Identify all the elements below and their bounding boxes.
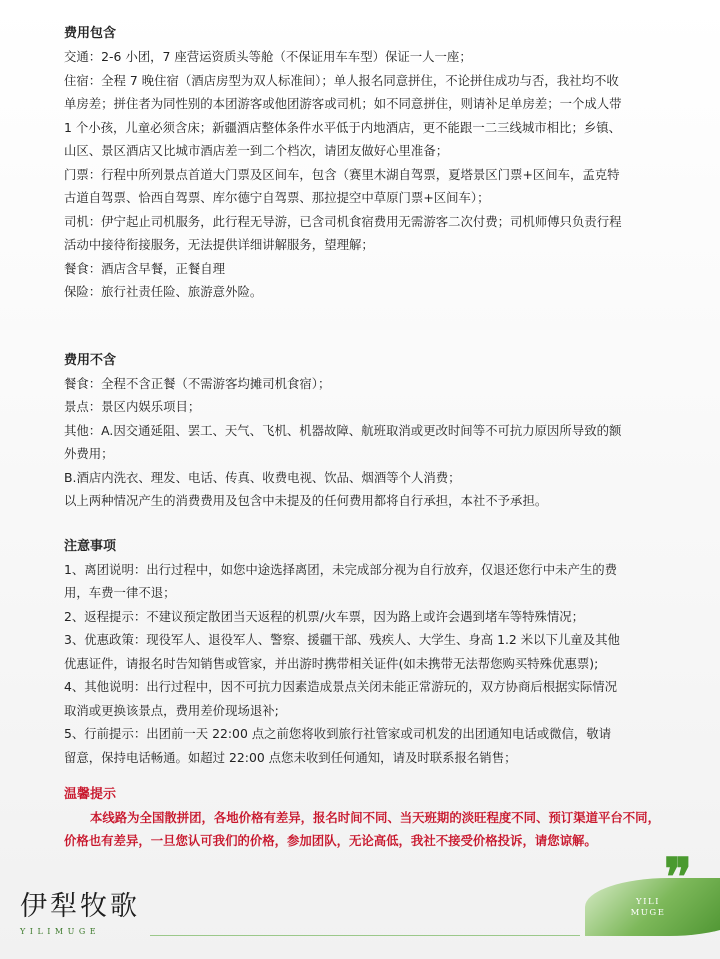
brand-logo xyxy=(20,890,140,936)
excluded-line: 景点：景区内娱乐项目； xyxy=(64,399,201,414)
included-line: 单房差；拼住者为同性别的本团游客或他团游客或司机；如不同意拼住，则请补足单房差；一个成人带 xyxy=(64,96,622,111)
brand-name-en: YILIMUGE xyxy=(20,927,101,936)
notes-line: 取消或更换该景点，费用差价现场退补; xyxy=(64,702,279,718)
section-warm-tip xyxy=(64,783,664,852)
section-notes xyxy=(64,535,664,770)
notes-line: 5、行前提示：出团前一天 22:00 点之前您将收到旅行社管家或司机发的出团通知电话或微信，敬请 xyxy=(64,726,612,741)
section-fees-excluded xyxy=(64,349,664,513)
included-line: 1 个小孩，儿童必须含床；新疆酒店整体条件水平低于内地酒店，更不能跟一二三线城市相比；乡镇、 xyxy=(64,119,622,135)
included-line: 住宿：全程 7 晚住宿（酒店房型为双人标准间）；单人报名同意拼住，不论拼住成功与否，我社均不收 xyxy=(64,72,619,88)
excluded-line: 外费用； xyxy=(64,446,114,461)
notes-line: 2、返程提示：不建议预定散团当天返程的机票/火车票，因为路上或许会遇到堵车等特殊情况； xyxy=(64,608,585,624)
warm-tip-body: 本线路为全国散拼团，各地价格有差异，报名时间不同、当天班期的淡旺程度不同、预订渠道平台不同，价格也有差异，一旦您认可我们的价格，参加团队，无论高低，我社不接受价格投诉，请您谅解。 xyxy=(64,810,660,848)
section-title-included: 费用包含 xyxy=(64,26,117,41)
warm-tip-title: 温馨提示 xyxy=(64,787,117,802)
leaf-line-2: MUGE xyxy=(630,908,666,918)
excluded-line: 其他：A.因交通延阻、罢工、天气、飞机、机器故障、航班取消或更改时间等不可抗力原因所导致的额 xyxy=(64,422,622,438)
section-fees-included xyxy=(64,22,664,304)
excluded-line: B.酒店内洗衣、理发、电话、传真、收费电视、饮品、烟酒等个人消费； xyxy=(64,469,461,485)
notes-line: 4、其他说明：出行过程中，因不可抗力因素造成景点关闭未能正常游玩的，双方协商后根据实际情况 xyxy=(64,679,618,694)
included-line: 交通：2-6 小团，7 座营运资质头等舱（不保证用车车型）保证一人一座； xyxy=(64,49,472,64)
notes-line: 1、离团说明：出行过程中，如您中途选择离团，未完成部分视为自行放弃，仅退还您行中未产生的费 xyxy=(64,561,618,577)
section-title-excluded: 费用不含 xyxy=(64,352,117,368)
brand-name-cn: 伊犁牧歌 xyxy=(20,891,140,922)
document-body xyxy=(64,22,664,852)
footer-divider xyxy=(150,935,580,936)
excluded-line: 以上两种情况产生的消费费用及包含中未提及的任何费用都将自行承担，本社不予承担。 xyxy=(64,493,548,508)
excluded-line: 餐食：全程不含正餐（不需游客均摊司机食宿）； xyxy=(64,375,331,391)
included-line: 古道自驾票、恰西自驾票、库尔德宁自驾票、那拉提空中草原门票+区间车）； xyxy=(64,190,490,205)
notes-line: 3、优惠政策：现役军人、退役军人、警察、援疆干部、残疾人、大学生、身高 1.2 米以下儿童及其他 xyxy=(64,632,620,647)
included-line: 门票：行程中所列景点首道大门票及区间车，包含（赛里木湖自驾票，夏塔景区门票+区间车，孟克特 xyxy=(64,166,620,182)
notes-line: 留意，保持电话畅通。如超过 22:00 点您未收到任何通知，请及时联系报名销售； xyxy=(64,749,517,765)
notes-line: 优惠证件，请报名时告知销售或管家，并出游时携带相关证件(如未携带无法帮您购买特殊优惠票); xyxy=(64,655,599,671)
section-title-notes: 注意事项 xyxy=(64,538,117,554)
notes-line: 用，车费一律不退； xyxy=(64,585,176,600)
included-line: 保险：旅行社责任险、旅游意外险。 xyxy=(64,284,263,299)
leaf-line-1: YILI xyxy=(636,897,660,907)
included-line: 活动中接待衔接服务，无法提供详细讲解服务，望理解； xyxy=(64,237,374,252)
included-line: 餐食：酒店含早餐，正餐自理 xyxy=(64,260,226,276)
included-line: 司机：伊宁起止司机服务，此行程无导游，已含司机食宿费用无需游客二次付费；司机师傅只负责行程 xyxy=(64,213,622,229)
quote-mark-icon: ❞ xyxy=(664,847,692,908)
included-line: 山区、景区酒店又比城市酒店差一到二个档次，请团友做好心里准备； xyxy=(64,143,449,158)
